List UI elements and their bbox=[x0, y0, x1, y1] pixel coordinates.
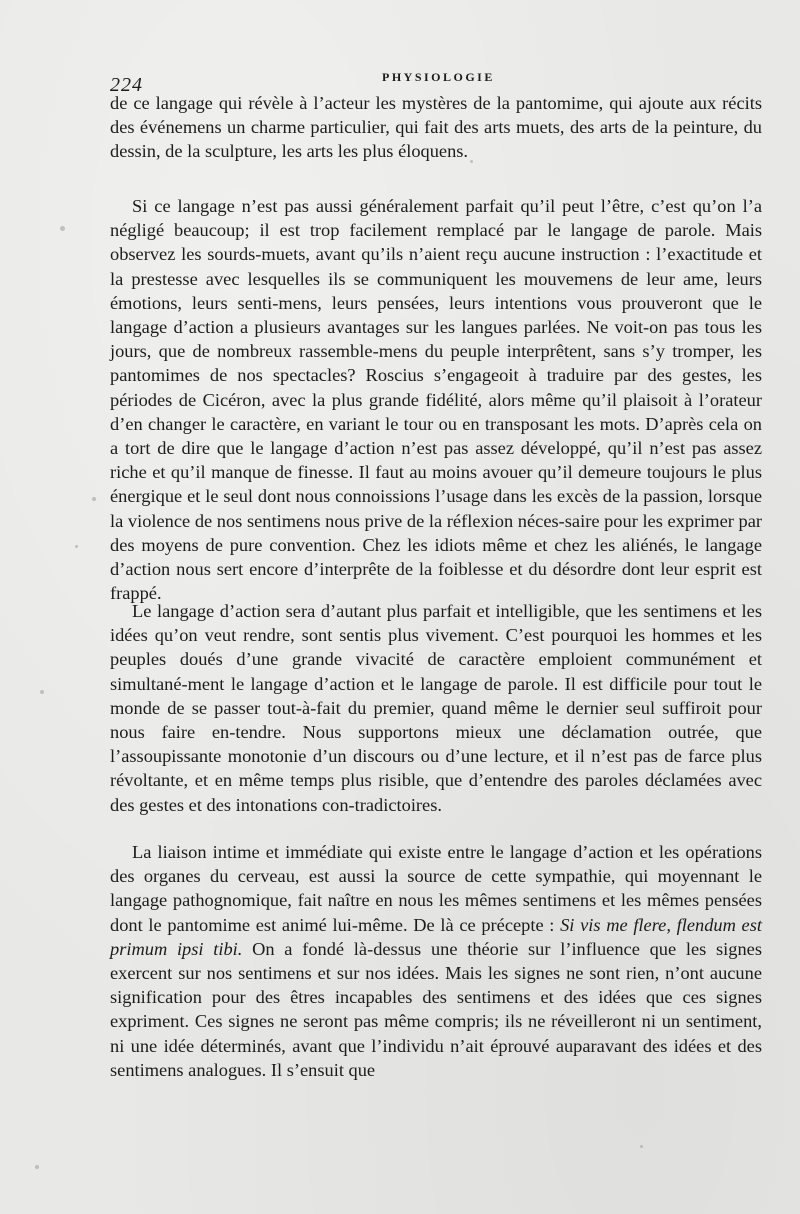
running-head: PHYSIOLOGIE bbox=[382, 70, 495, 84]
paragraph-4 bbox=[110, 840, 762, 1082]
paragraph-2: Si ce langage n’est pas aussi généralement parfait qu’il peut l’être, c’est qu’on l’a négligé beaucoup; il est trop facilement remplacé par le langage de parole. Mais observez les sourds-muets, avant qu’ils n’aient reçu aucune instruction : l’exactitude et la prestesse avec lesquelles ils se communiquent les mouvemens de leur ame, leurs émotions, leurs senti-mens, leurs pensées, leurs intentions vous prouveront que le langage d’action a plusieurs avantages sur les langues parlées. Ne voit-on pas tous les jours, que de nombreux rassemble-mens du peuple interprêtent, sans s’y tromper, les pantomimes de nos spectacles? Roscius s’engageoit à traduire par des gestes, les périodes de Cicéron, avec la plus grande fidélité, alors même qu’il plaisoit à l’orateur d’en changer le caractère, en variant le tour ou en transposant les mots. D’après cela on a tort de dire que le langage d’action n’est pas assez développé, qu’il n’est pas assez riche et qu’il manque de finesse. Il faut au moins avouer qu’il demeure toujours le plus énergique et le seul dont nous connoissions l’usage dans les excès de la passion, lorsque la violence de nos sentimens nous prive de la réflexion néces-saire pour les exprimer par des moyens de pure convention. Chez les idiots même et chez les aliénés, le langage d’action nous sert encore d’interprête de la foiblesse et du désordre dont leur esprit est frappé. bbox=[110, 196, 762, 604]
paragraph-3: Le langage d’action sera d’autant plus parfait et intelligible, que les sentimens et les idées qu’on veut rendre, sont sentis plus vivement. C’est pourquoi les hommes et les peuples doués d’une grande vivacité de caractère emploient communément et simultané-ment le langage d’action et le langage de parole. Il est difficile pour tout le monde de se passer tout-à-fait du premier, quand même le dernier seul suffiroit pour nous faire en-tendre. Nous supportons mieux une déclamation outrée, que l’assoupissante monotonie d’un discours ou d’une lecture, et il n’est pas de farce plus révoltante, et en même temps plus risible, que d’entendre des paroles déclamées avec des gestes et des intonations con-tradictoires. bbox=[110, 601, 762, 815]
paper-speck bbox=[35, 1165, 39, 1169]
paper-speck bbox=[470, 160, 473, 163]
page-number: 224 bbox=[110, 74, 143, 96]
paper-speck bbox=[75, 545, 78, 548]
latin-quotation: Si vis me flere, flendum est primum ipsi tibi. bbox=[110, 914, 762, 959]
paper-speck bbox=[92, 497, 96, 501]
paragraph-1: de ce langage qui révèle à l’acteur les mystères de la pantomime, qui ajoute aux récits des événemens un charme particulier, qui fait des arts muets, des arts de la peinture, du dessin, de la sculpture, les arts les plus éloquens. bbox=[110, 93, 762, 162]
paper-speck bbox=[640, 1145, 643, 1148]
paragraph-4-text-before: La liaison intime et immédiate qui existe entre le langage d’action et les opérations des organes du cerveau, est aussi la source de cette sympathie, qui moyennant le langage pathognomique, fait naître en nous les mêmes sentimens et les mêmes pensées dont le pantomime est animé lui-même. De là ce précepte : bbox=[110, 842, 762, 935]
paragraph-4-text-after: On a fondé là-dessus une théorie sur l’influence que les signes exercent sur nos sentimens et sur nos idées. Mais les signes ne sont rien, n’ont aucune signification pour des êtres incapables des sentimens et des idées que ces signes expriment. Ces signes ne seront pas même compris; ils ne réveilleront ni un sentiment, ni une idée déterminés, avant que l’individu n’ait éprouvé auparavant des idées et des sentimens analogues. Il s’ensuit que bbox=[110, 938, 762, 1080]
paper-speck bbox=[40, 690, 44, 694]
paper-speck bbox=[60, 226, 65, 231]
